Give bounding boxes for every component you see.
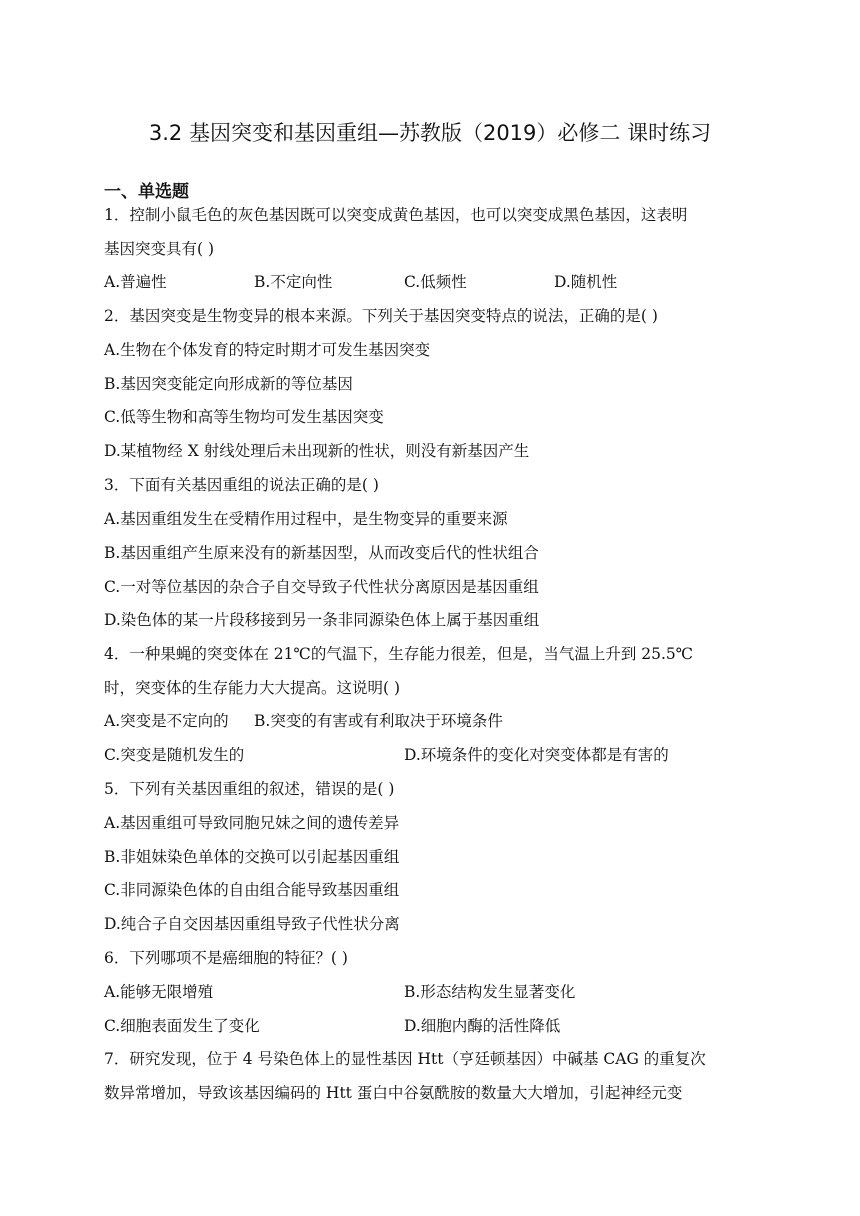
question-1-stem-line-2: 基因突变具有( ) (104, 240, 215, 258)
section-heading: 一、单选题 (104, 182, 189, 202)
question-2-stem: 2．基因突变是生物变异的根本来源。下列关于基因突变特点的说法，正确的是( ) (104, 307, 658, 325)
question-4-option-d: D.环境条件的变化对突变体都是有害的 (404, 746, 669, 764)
question-4-stem-line-1: 4．一种果蝇的突变体在 21℃的气温下，生存能力很差，但是，当气温上升到 25.5℃ (104, 645, 694, 663)
question-3-option-c: C.一对等位基因的杂合子自交导致子代性状分离原因是基因重组 (104, 578, 539, 596)
question-5-option-a: A.基因重组可导致同胞兄妹之间的遗传差异 (104, 814, 400, 832)
question-6-stem: 6．下列哪项不是癌细胞的特征？( ) (104, 949, 348, 967)
page-title: 3.2 基因突变和基因重组—苏教版（2019）必修二 课时练习 (148, 121, 712, 145)
question-1-option-a: A.普遍性 (104, 273, 167, 291)
question-2-option-c: C.低等生物和高等生物均可发生基因突变 (104, 408, 384, 426)
question-6-option-b: B.形态结构发生显著变化 (404, 983, 576, 1001)
question-6-option-d: D.细胞内酶的活性降低 (404, 1017, 561, 1035)
question-7-stem-line-1: 7．研究发现，位于 4 号染色体上的显性基因 Htt（亨廷顿基因）中碱基 CAG 的重复次 (104, 1050, 706, 1068)
question-4-option-b: B.突变的有害或有利取决于环境条件 (254, 712, 503, 730)
question-4-option-a: A.突变是不定向的 (104, 712, 229, 730)
question-3-stem: 3．下面有关基因重组的说法正确的是( ) (104, 476, 379, 494)
question-5-option-c: C.非同源染色体的自由组合能导致基因重组 (104, 881, 400, 899)
question-5-stem: 5．下列有关基因重组的叙述，错误的是( ) (104, 780, 395, 798)
question-1-option-c: C.低频性 (404, 273, 467, 291)
question-4-option-c: C.突变是随机发生的 (104, 746, 245, 764)
question-4-stem-line-2: 时，突变体的生存能力大大提高。这说明( ) (104, 679, 401, 697)
question-3-option-a: A.基因重组发生在受精作用过程中，是生物变异的重要来源 (104, 510, 508, 528)
question-5-option-d: D.纯合子自交因基因重组导致子代性状分离 (104, 915, 400, 933)
question-2-option-a: A.生物在个体发育的特定时期才可发生基因突变 (104, 341, 431, 359)
question-6-option-c: C.细胞表面发生了变化 (104, 1017, 260, 1035)
question-1-option-d: D.随机性 (554, 273, 618, 291)
question-1-option-b: B.不定向性 (254, 273, 333, 291)
question-1-stem-line-1: 1．控制小鼠毛色的灰色基因既可以突变成黄色基因，也可以突变成黑色基因，这表明 (104, 206, 688, 224)
question-5-option-b: B.非姐妹染色单体的交换可以引起基因重组 (104, 848, 400, 866)
question-6-option-a: A.能够无限增殖 (104, 983, 214, 1001)
question-2-option-d: D.某植物经 X 射线处理后未出现新的性状，则没有新基因产生 (104, 442, 530, 460)
question-3-option-b: B.基因重组产生原来没有的新基因型，从而改变后代的性状组合 (104, 544, 539, 562)
question-2-option-b: B.基因突变能定向形成新的等位基因 (104, 375, 353, 393)
question-3-option-d: D.染色体的某一片段移接到另一条非同源染色体上属于基因重组 (104, 611, 540, 629)
question-7-stem-line-2: 数异常增加，导致该基因编码的 Htt 蛋白中谷氨酰胺的数量大大增加，引起神经元变 (104, 1084, 683, 1102)
